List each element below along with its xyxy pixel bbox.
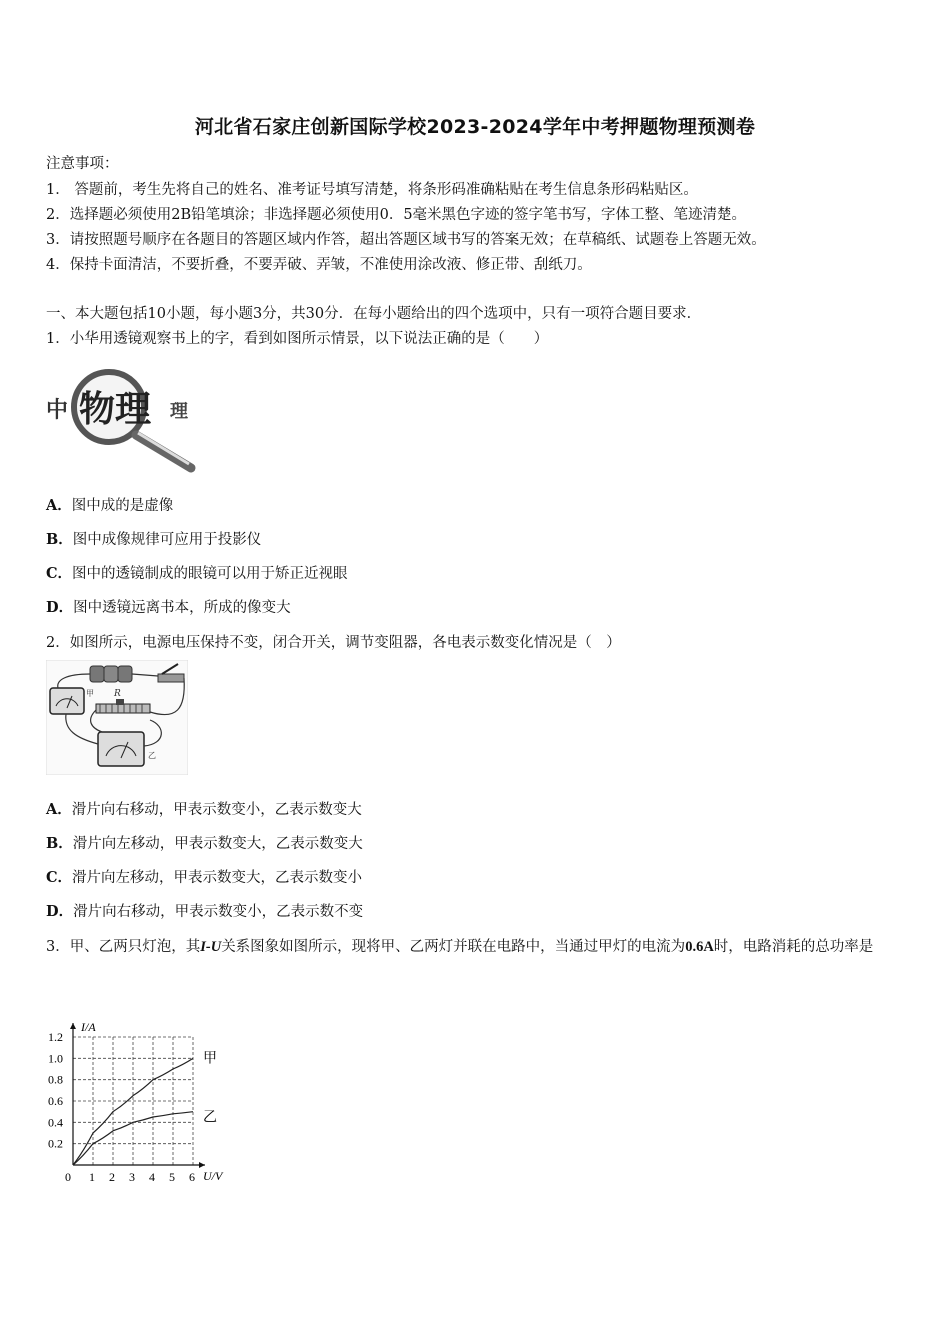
q2-option-b: B．滑片向左移动，甲表示数变大，乙表示数变大: [46, 835, 363, 852]
q1-option-b: B．图中成像规律可应用于投影仪: [46, 531, 262, 548]
question-3-stem: 3．甲、乙两只灯泡，其I-U关系图象如图所示，现将甲、乙两灯并联在电路中，当通过甲灯的电流为0.6A时，电路消耗的总功率是: [46, 939, 874, 955]
meter-jia-icon: [50, 688, 84, 714]
series-label: 甲: [203, 1050, 217, 1067]
figure-text-right: 理: [170, 401, 188, 422]
figure-text-magnified: 物理: [79, 389, 152, 430]
x-tick-label: 0: [65, 1170, 71, 1184]
x-tick-label: 6: [189, 1170, 195, 1184]
y-tick-label: 1.2: [48, 1030, 63, 1044]
y-tick-label: 1.0: [48, 1051, 63, 1066]
y-axis-label: I/A: [81, 1020, 96, 1034]
y-tick-label: 0.6: [48, 1094, 63, 1108]
page-title: 河北省石家庄创新国际学校2023-2024学年中考押题物理预测卷: [194, 116, 756, 138]
q2-option-a: A．滑片向右移动，甲表示数变小，乙表示数变大: [46, 801, 362, 818]
notice-heading: 注意事项：: [46, 156, 119, 172]
notice-item: 3．请按照题号顺序在各题目的答题区域内作答，超出答题区域书写的答案无效；在草稿纸、试题卷上答题无效。: [46, 232, 766, 248]
y-tick-label: 0.8: [48, 1072, 63, 1087]
iu-chart: [40, 1005, 250, 1185]
q1-option-a: A．图中成的是虚像: [46, 497, 174, 514]
handle-highlight: [138, 433, 189, 464]
y-tick-label: 0.4: [48, 1115, 63, 1130]
x-axis-arrow: [199, 1162, 205, 1168]
meter-yi-label: 乙: [148, 751, 156, 760]
resistor-label: R: [114, 689, 121, 699]
q1-option-c: C．图中的透镜制成的眼镜可以用于矫正近视眼: [46, 565, 348, 582]
series-label: 乙: [203, 1109, 217, 1126]
notice-item: 1． 答题前，考生先将自己的姓名、准考证号填写清楚，将条形码准确粘贴在考生信息条形码粘贴区。: [46, 182, 698, 198]
x-tick-label: 1: [89, 1170, 95, 1184]
x-tick-label: 4: [149, 1170, 155, 1184]
y-axis-arrow: [70, 1023, 76, 1029]
meter-yi-icon: [98, 732, 144, 766]
q2-option-d: D．滑片向右移动，甲表示数变小，乙表示数不变: [46, 903, 364, 920]
figure-text-left: 中: [46, 398, 69, 423]
x-axis-label: U/V: [203, 1169, 223, 1183]
x-tick-label: 2: [109, 1170, 115, 1184]
notice-item: 2．选择题必须使用2B铅笔填涂；非选择题必须使用0．5毫米黑色字迹的签字笔书写，字体工整、笔迹清楚。: [46, 207, 747, 223]
circuit-figure: [46, 660, 188, 775]
x-tick-label: 3: [129, 1170, 135, 1184]
magnifier-figure: [46, 365, 206, 475]
y-tick-label: 0.2: [48, 1136, 63, 1151]
notice-item: 4．保持卡面清洁，不要折叠，不要弄破、弄皱，不准使用涂改液、修正带、刮纸刀。: [46, 257, 592, 273]
battery-icon: [90, 666, 132, 682]
meter-jia-label: 甲: [86, 689, 94, 698]
handle-icon: [136, 435, 191, 468]
q1-option-d: D．图中透镜远离书本，所成的像变大: [46, 599, 291, 616]
question-1-stem: 1．小华用透镜观察书上的字，看到如图所示情景，以下说法正确的是（ ）: [46, 331, 549, 347]
q2-option-c: C．滑片向左移动，甲表示数变大，乙表示数变小: [46, 869, 363, 886]
section-heading: 一、本大题包括10小题，每小题3分，共30分．在每小题给出的四个选项中，只有一项符合题目要求．: [46, 306, 702, 322]
x-tick-label: 5: [169, 1170, 175, 1184]
question-2-stem: 2．如图所示，电源电压保持不变，闭合开关，调节变阻器，各电表示数变化情况是（ ）: [46, 635, 621, 651]
